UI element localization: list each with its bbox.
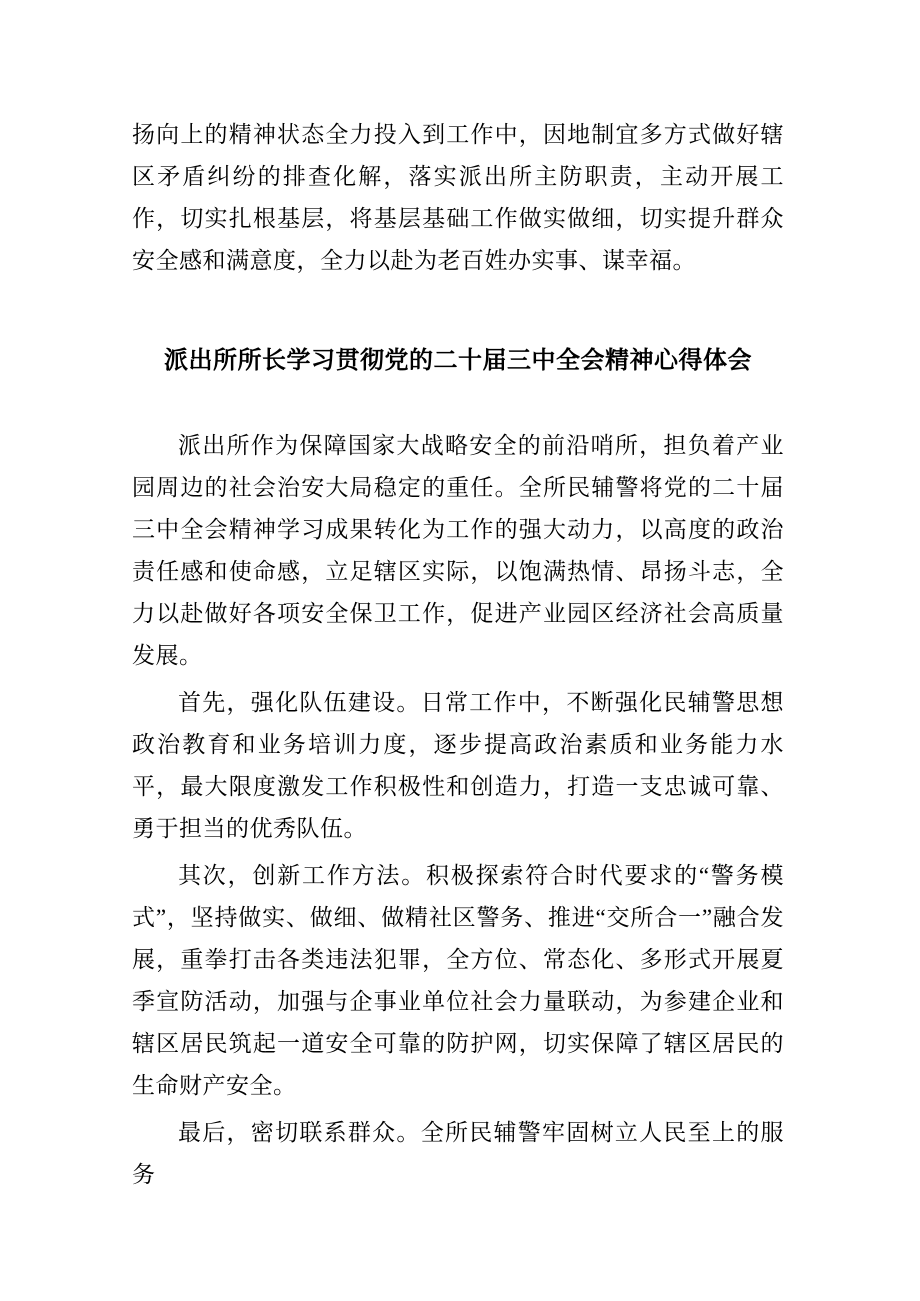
body-paragraph-first-point: 首先，强化队伍建设。日常工作中，不断强化民辅警思想政治教育和业务培训力度，逐步提高政治素质和业务能力水平，最大限度激发工作积极性和创造力，打造一支忠诚可靠、勇于担当的优秀队伍。 [132,690,784,841]
document-title: 派出所所长学习贯彻党的二十届三中全会精神心得体会 [164,347,752,374]
body-paragraph-last-point-partial: 最后，密切联系群众。全所民辅警牢固树立人民至上的服务 [132,1120,784,1187]
continued-paragraph: 扬向上的精神状态全力投入到工作中，因地制宜多方式做好辖区矛盾纠纷的排查化解，落实派出所主防职责，主动开展工作，切实扎根基层，将基层基础工作做实做细，切实提升群众安全感和满意度，全力以赴为老百姓办实事、谋幸福。 [132,122,784,273]
body-paragraph-intro: 派出所作为保障国家大战略安全的前沿哨所，担负着产业园周边的社会治安大局稳定的重任。全所民辅警将党的二十届三中全会精神学习成果转化为工作的强大动力，以高度的政治责任感和使命感，立足辖区实际，以饱满热情、昂扬斗志，全力以赴做好各项安全保卫工作，促进产业园区经济社会高质量发展。 [132,433,784,668]
body-paragraph-second-point: 其次，创新工作方法。积极探索符合时代要求的“警务模式”，坚持做实、做细、做精社区警务、推进“交所合一”融合发展，重拳打击各类违法犯罪，全方位、常态化、多形式开展夏季宣防活动，加强与企事业单位社会力量联动，为参建企业和辖区居民筑起一道安全可靠的防护网，切实保障了辖区居民的生命财产安全。 [132,863,784,1098]
